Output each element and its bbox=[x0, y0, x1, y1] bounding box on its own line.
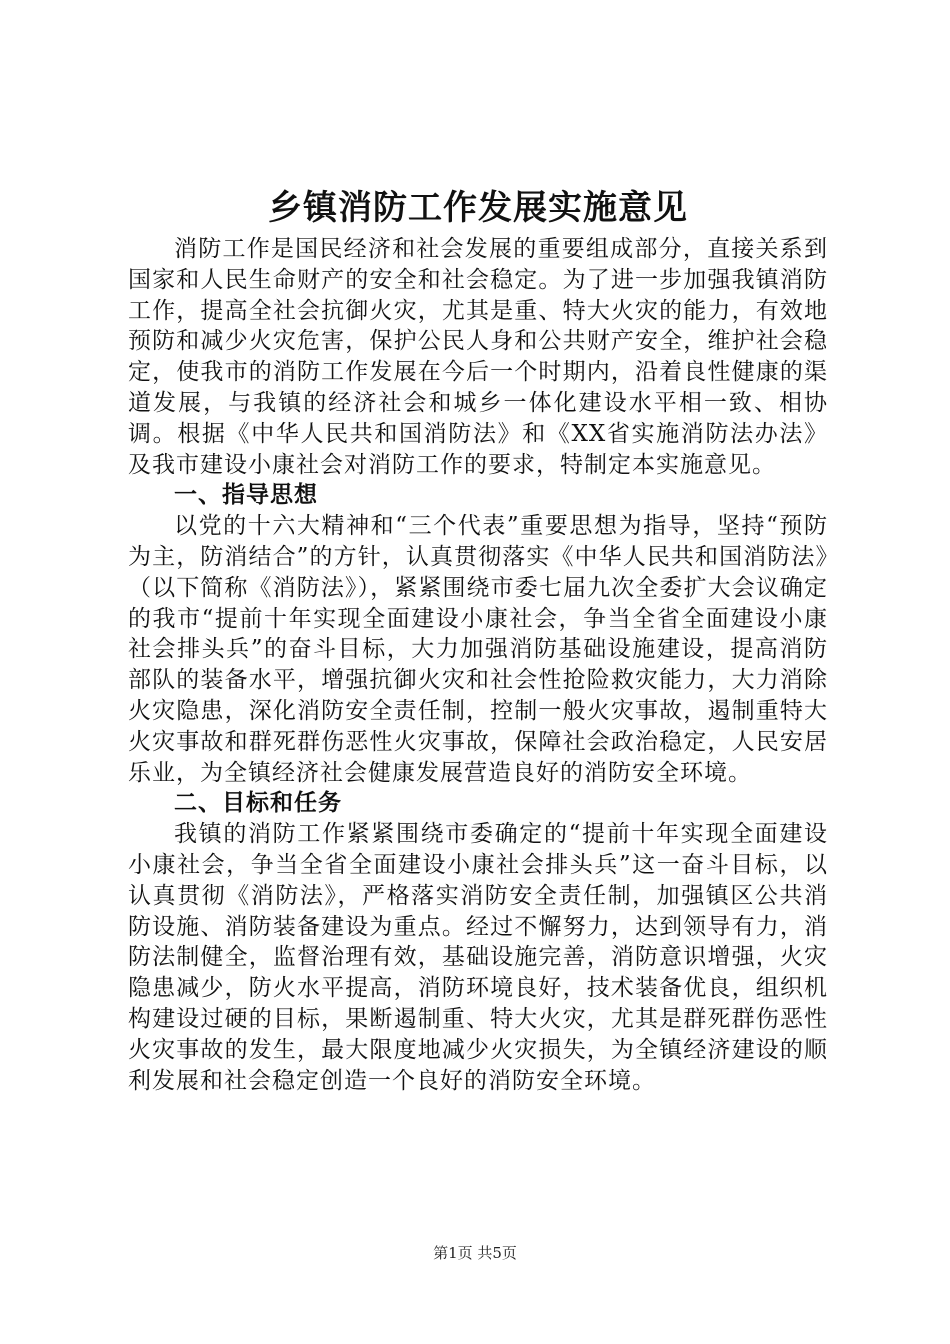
intro-paragraph: 消防工作是国民经济和社会发展的重要组成部分，直接关系到国家和人民生命财产的安全和社会稳定。为了进一步加强我镇消防工作，提高全社会抗御火灾，尤其是重、特大火灾的能力，有效地预防和减少火灾危害，保护公民人身和公共财产安全，维护社会稳定，使我市的消防工作发展在今后一个时期内，沿着良性健康的渠道发展，与我镇的经济社会和城乡一体化建设水平相一致、相协调。根据《中华人民共和国消防法》和《XX省实施消防法办法》及我市建设小康社会对消防工作的要求，特制定本实施意见。 bbox=[128, 236, 828, 478]
section-paragraph-guiding-ideology: 以党的十六大精神和“三个代表”重要思想为指导，坚持“预防为主，防消结合”的方针，认真贯彻落实《中华人民共和国消防法》（以下简称《消防法》），紧紧围绕市委七届九次全委扩大会议确定的我市“提前十年实现全面建设小康社会，争当全省全面建设小康社会排头兵”的奋斗目标，大力加强消防基础设施建设，提高消防部队的装备水平，增强抗御火灾和社会性抢险救灾能力，大力消除火灾隐患，深化消防安全责任制，控制一般火灾事故，遏制重特大火灾事故和群死群伤恶性火灾事故，保障社会政治稳定，人民安居乐业，为全镇经济社会健康发展营造良好的消防安全环境。 bbox=[128, 513, 828, 786]
document-title: 乡镇消防工作发展实施意见 bbox=[268, 188, 688, 228]
section-paragraph-goals-tasks: 我镇的消防工作紧紧围绕市委确定的“提前十年实现全面建设小康社会，争当全省全面建设小康社会排头兵”这一奋斗目标，以认真贯彻《消防法》，严格落实消防安全责任制，加强镇区公共消防设施、消防装备建设为重点。经过不懈努力，达到领导有力，消防法制健全，监督治理有效，基础设施完善，消防意识增强，火灾隐患减少，防火水平提高，消防环境良好，技术装备优良，组织机构建设过硬的目标，果断遏制重、特大火灾，尤其是群死群伤恶性火灾事故的发生，最大限度地减少火灾损失，为全镇经济建设的顺利发展和社会稳定创造一个良好的消防安全环境。 bbox=[128, 821, 828, 1094]
page-footer: 第1页 共5页 bbox=[433, 1244, 517, 1262]
document-body bbox=[128, 234, 828, 1096]
section-heading-guiding-ideology: 一、指导思想 bbox=[174, 482, 318, 509]
section-heading-goals-tasks: 二、目标和任务 bbox=[174, 790, 342, 817]
